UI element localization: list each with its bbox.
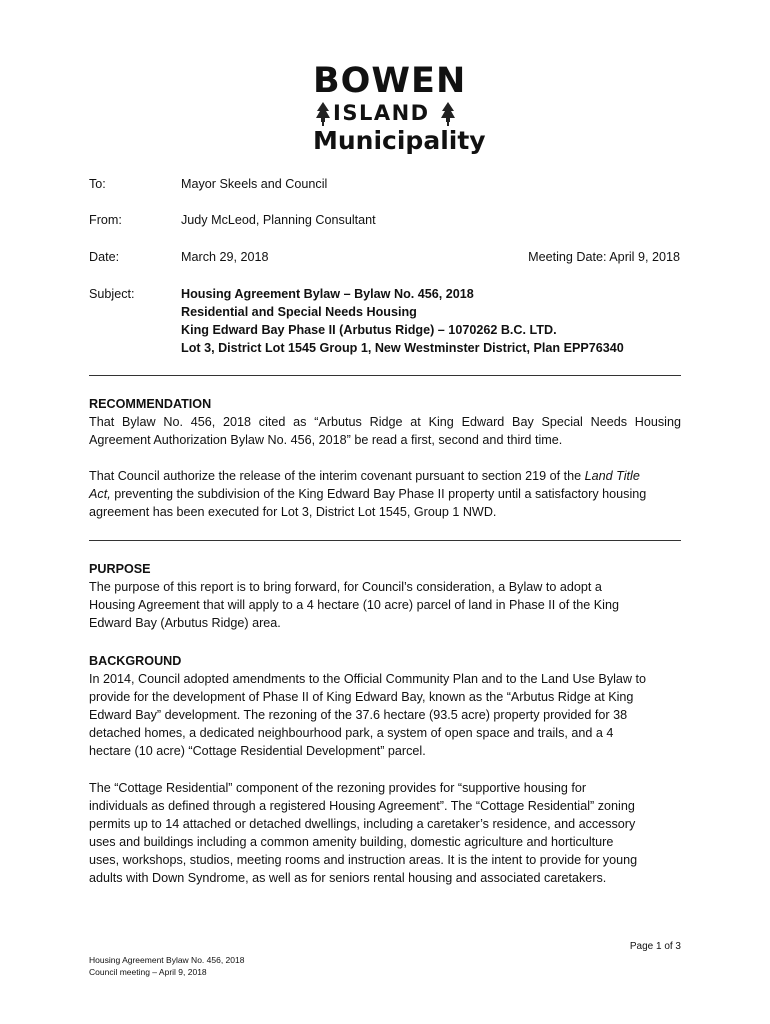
- recommendation-heading: RECOMMENDATION: [89, 397, 212, 411]
- recommendation-paragraph-2: [89, 467, 681, 521]
- text-line: individuals as defined through a registered Housing Agreement”. The “Cottage Residential” zoning: [89, 799, 635, 813]
- text-line: Edward Bay (Arbutus Ridge) area.: [89, 616, 281, 630]
- text-line: The purpose of this report is to bring forward, for Council’s consideration, a Bylaw to adopt a: [89, 580, 602, 594]
- from-value: Judy McLeod, Planning Consultant: [181, 213, 376, 227]
- to-value: Mayor Skeels and Council: [181, 177, 328, 191]
- from-label: From:: [89, 213, 122, 227]
- subject-label: Subject:: [89, 287, 135, 301]
- text-italic: Land Title: [584, 469, 640, 483]
- recommendation-paragraph-1: [89, 413, 681, 449]
- subject-line: Lot 3, District Lot 1545 Group 1, New Westminster District, Plan EPP76340: [181, 341, 624, 355]
- tree-icon: [316, 102, 330, 126]
- footer-line-2: Council meeting – April 9, 2018: [89, 967, 207, 977]
- text-segment: That Council authorize the release of the interim covenant pursuant to section 219 of the: [89, 469, 585, 483]
- text-line: detached homes, a dedicated neighbourhood park, a system of open space and trails, and a 4: [89, 726, 614, 740]
- date-label: Date:: [89, 250, 120, 264]
- date-value: March 29, 2018: [181, 250, 269, 264]
- text-line: Edward Bay” development. The rezoning of the 37.6 hectare (93.5 acre) property provided for 38: [89, 708, 628, 722]
- page-number: Page 1 of 3: [629, 941, 681, 952]
- background-paragraph-2: [89, 779, 681, 887]
- text-line: In 2014, Council adopted amendments to the Official Community Plan and to the Land Use Bylaw to: [89, 672, 647, 686]
- text-line: That Bylaw No. 456, 2018 cited as “Arbutus Ridge at King Edward Bay Special Needs Housing: [89, 415, 681, 429]
- footer-line-1: Housing Agreement Bylaw No. 456, 2018: [89, 955, 245, 965]
- text-line: hectare (10 acre) “Cottage Residential Development” parcel.: [89, 744, 426, 758]
- text-italic: Act,: [89, 487, 111, 501]
- divider: [89, 540, 681, 541]
- to-label: To:: [89, 177, 106, 191]
- text-line: adults with Down Syndrome, as well as for seniors rental housing and associated caretakers.: [89, 871, 607, 885]
- divider: [89, 375, 681, 376]
- text-line: permits up to 14 attached or detached dwellings, including a caretaker’s residence, and accessory: [89, 817, 636, 831]
- logo-island: ISLAND: [333, 101, 430, 125]
- background-heading: BACKGROUND: [89, 654, 182, 668]
- text-line: uses and buildings including a common amenity building, domestic agriculture and horticulture: [89, 835, 614, 849]
- meeting-date: Meeting Date: April 9, 2018: [528, 250, 680, 264]
- text-line: Agreement Authorization Bylaw No. 456, 2018” be read a first, second and third time.: [89, 433, 563, 447]
- purpose-heading: PURPOSE: [89, 562, 151, 576]
- text-line: provide for the development of Phase II of King Edward Bay, known as the “Arbutus Ridge at King: [89, 690, 634, 704]
- logo-municipality: Municipality: [313, 126, 486, 155]
- text-line: agreement has been executed for Lot 3, District Lot 1545, Group 1 NWD.: [89, 505, 497, 519]
- logo-bowen: BOWEN: [313, 61, 467, 101]
- tree-icon: [441, 102, 455, 126]
- text-line: uses, workshops, studios, meeting rooms and instruction areas. It is the intent to provide for young: [89, 853, 638, 867]
- text-line: The “Cottage Residential” component of the rezoning provides for “supportive housing for: [89, 781, 587, 795]
- subject-line: Housing Agreement Bylaw – Bylaw No. 456, 2018: [181, 287, 474, 301]
- text-segment: preventing the subdivision of the King Edward Bay Phase II property until a satisfactory housing: [110, 487, 647, 501]
- subject-line: King Edward Bay Phase II (Arbutus Ridge) – 1070262 B.C. LTD.: [181, 323, 557, 337]
- subject-line: Residential and Special Needs Housing: [181, 305, 417, 319]
- background-paragraph-1: [89, 670, 681, 760]
- purpose-paragraph: [89, 578, 681, 632]
- text-line: Housing Agreement that will apply to a 4 hectare (10 acre) parcel of land in Phase II of the King: [89, 598, 619, 612]
